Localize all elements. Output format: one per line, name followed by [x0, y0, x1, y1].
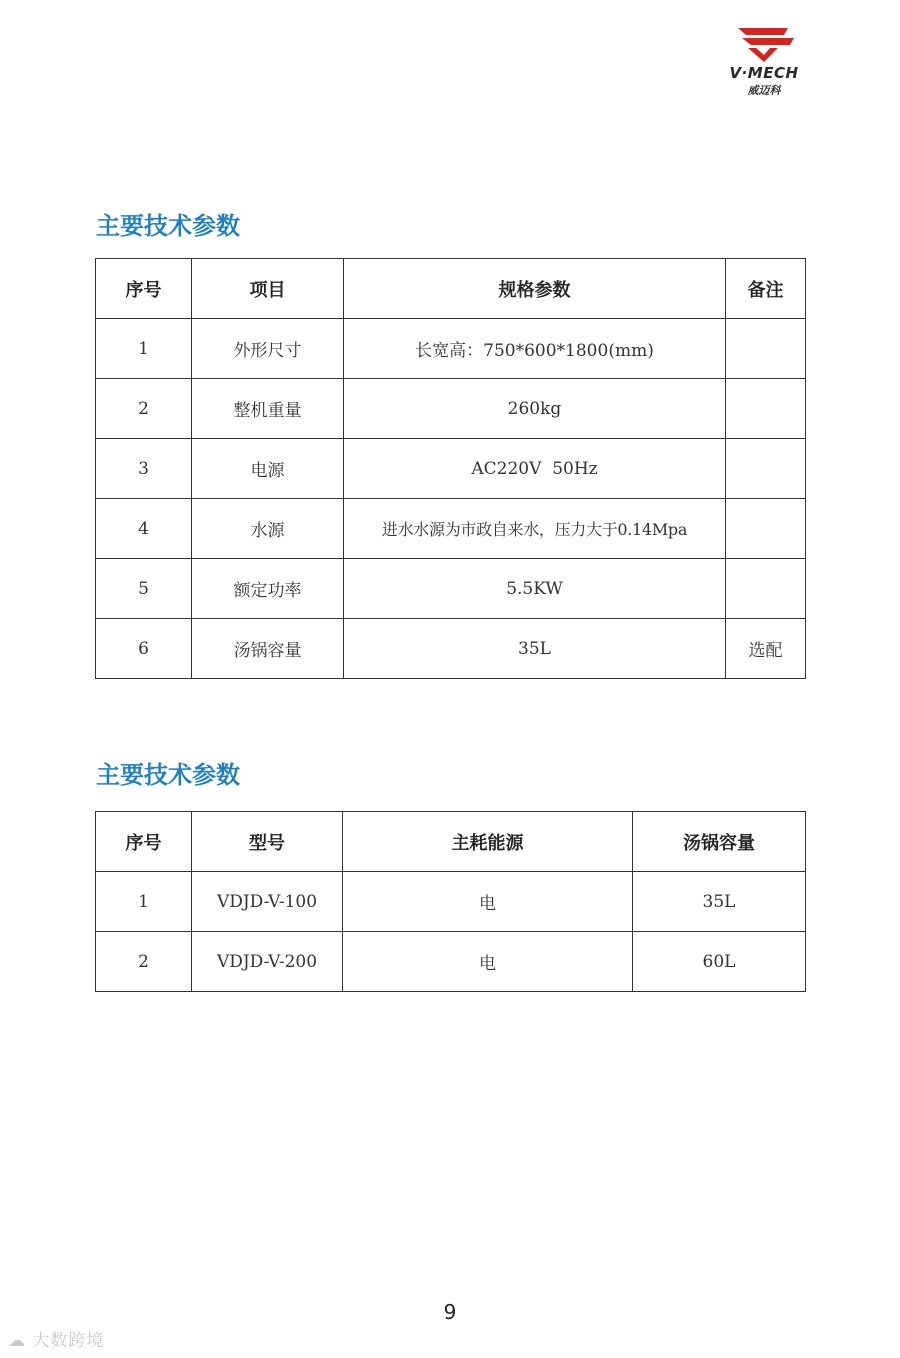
cell-spec: 260kg [344, 379, 726, 439]
cell-index: 6 [96, 619, 192, 679]
cell-model: VDJD-V-200 [192, 932, 343, 992]
cell-index: 2 [96, 379, 192, 439]
cell-remark [726, 559, 806, 619]
cell-index: 5 [96, 559, 192, 619]
cell-capacity: 35L [633, 872, 806, 932]
cell-model: VDJD-V-100 [192, 872, 343, 932]
cell-index: 3 [96, 439, 192, 499]
header-item: 项目 [192, 259, 344, 319]
header-index: 序号 [96, 259, 192, 319]
header-capacity: 汤锅容量 [633, 812, 806, 872]
cell-remark: 选配 [726, 619, 806, 679]
cell-item: 水源 [192, 499, 344, 559]
table-row [96, 619, 806, 679]
cell-index: 1 [96, 872, 192, 932]
header-index: 序号 [96, 812, 192, 872]
cell-capacity: 60L [633, 932, 806, 992]
cell-item: 额定功率 [192, 559, 344, 619]
cell-remark [726, 379, 806, 439]
cell-remark [726, 499, 806, 559]
header-energy: 主耗能源 [343, 812, 633, 872]
cell-item: 整机重量 [192, 379, 344, 439]
table-row [96, 932, 806, 992]
brand-logo [718, 24, 810, 100]
table-header-row [96, 259, 806, 319]
table-row [96, 499, 806, 559]
cell-spec: 35L [344, 619, 726, 679]
section-title-models: 主要技术参数 [96, 761, 240, 789]
vmech-logo-icon [718, 24, 810, 64]
table-row [96, 559, 806, 619]
watermark [8, 1326, 104, 1351]
cell-item: 电源 [192, 439, 344, 499]
technical-parameters-table [95, 258, 806, 679]
table-row [96, 319, 806, 379]
cell-remark [726, 319, 806, 379]
table-row [96, 379, 806, 439]
table-header-row [96, 812, 806, 872]
cell-spec: 5.5KW [344, 559, 726, 619]
logo-chinese-name: 威迈科 [747, 84, 781, 97]
watermark-text: 大数跨境 [32, 1331, 105, 1351]
cell-item: 外形尺寸 [192, 319, 344, 379]
cell-remark [726, 439, 806, 499]
cell-spec: 长宽高：750*600*1800(mm) [344, 319, 726, 379]
cell-energy: 电 [343, 932, 633, 992]
cell-index: 2 [96, 932, 192, 992]
cell-index: 4 [96, 499, 192, 559]
section-title-parameters: 主要技术参数 [96, 212, 240, 240]
cell-spec: 进水水源为市政自来水，压力大于0.14Mpa [344, 499, 726, 559]
cell-spec: AC220V 50Hz [344, 439, 726, 499]
table-row [96, 872, 806, 932]
page-number: 9 [443, 1300, 457, 1324]
header-spec: 规格参数 [344, 259, 726, 319]
cell-energy: 电 [343, 872, 633, 932]
cell-item: 汤锅容量 [192, 619, 344, 679]
model-table [95, 811, 806, 992]
header-model: 型号 [192, 812, 343, 872]
watermark-icon: ☁ [8, 1331, 26, 1351]
table-row [96, 439, 806, 499]
header-remark: 备注 [726, 259, 806, 319]
cell-index: 1 [96, 319, 192, 379]
logo-text: V·MECH [729, 64, 799, 82]
